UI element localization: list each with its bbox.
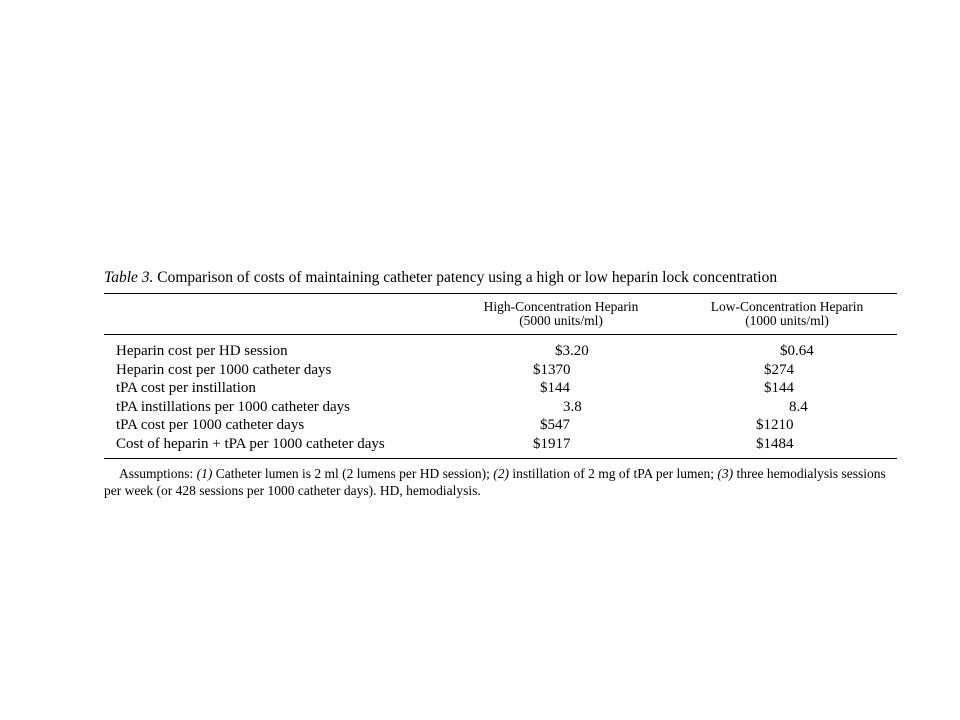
cell-low: $1210 [756,417,794,434]
table-caption-text: Comparison of costs of maintaining catheter patency using a high or low heparin lock concentration [157,269,778,286]
row-label: Heparin cost per 1000 catheter days [116,361,332,378]
table-header-row [104,294,897,335]
row-label: tPA cost per instillation [116,380,256,397]
cell-low: $274 [764,361,794,378]
table-row [104,435,897,454]
row-label: tPA instillations per 1000 catheter days [116,398,351,415]
column-header-low [682,300,892,328]
cell-high: $1917 [533,435,571,452]
footnote-text-3: three hemodialysis sessions per week (or 428 sessions per 1000 catheter days). HD, hemodialysis. [104,465,886,498]
table-row [104,342,897,361]
row-label: tPA cost per 1000 catheter days [116,417,305,434]
table-caption [104,268,897,294]
cell-low: $0.64 [780,343,814,359]
table-row [104,361,897,380]
table-row [104,398,897,417]
cell-high: $144 [540,380,570,397]
column-header-low-subtitle: (1000 units/ml) [745,313,829,328]
column-header-high [456,300,666,328]
cell-high: 3.8 [563,398,582,415]
footnote-number-2: (2) [493,465,509,481]
cell-high: $547 [540,417,570,434]
column-header-low-title: Low-Concentration Heparin [710,299,864,314]
table-row [104,416,897,435]
cell-high: $1370 [533,361,571,378]
cell-low: $144 [764,380,794,397]
cell-low: $1484 [756,435,794,452]
table-body [104,335,897,459]
footnote-number-1: (1) [196,465,213,481]
row-label: Heparin cost per HD session [116,343,288,359]
column-header-high-title: High-Concentration Heparin [483,299,639,314]
footnote-number-3: (3) [717,465,734,481]
cell-low: 8.4 [789,398,808,415]
footnote-text-1: Catheter lumen is 2 ml (2 lumens per HD session); [212,465,494,481]
cost-table [104,268,897,499]
row-label: Cost of heparin + tPA per 1000 catheter days [116,435,385,452]
table-footnote [104,465,897,499]
table-caption-label: Table 3. [104,269,154,286]
column-header-high-subtitle: (5000 units/ml) [519,313,603,328]
cell-high: $3.20 [555,343,589,359]
table-row [104,379,897,398]
footnote-text-2: instillation of 2 mg of tPA per lumen; [508,465,718,481]
footnote-lead: Assumptions: [119,465,197,481]
